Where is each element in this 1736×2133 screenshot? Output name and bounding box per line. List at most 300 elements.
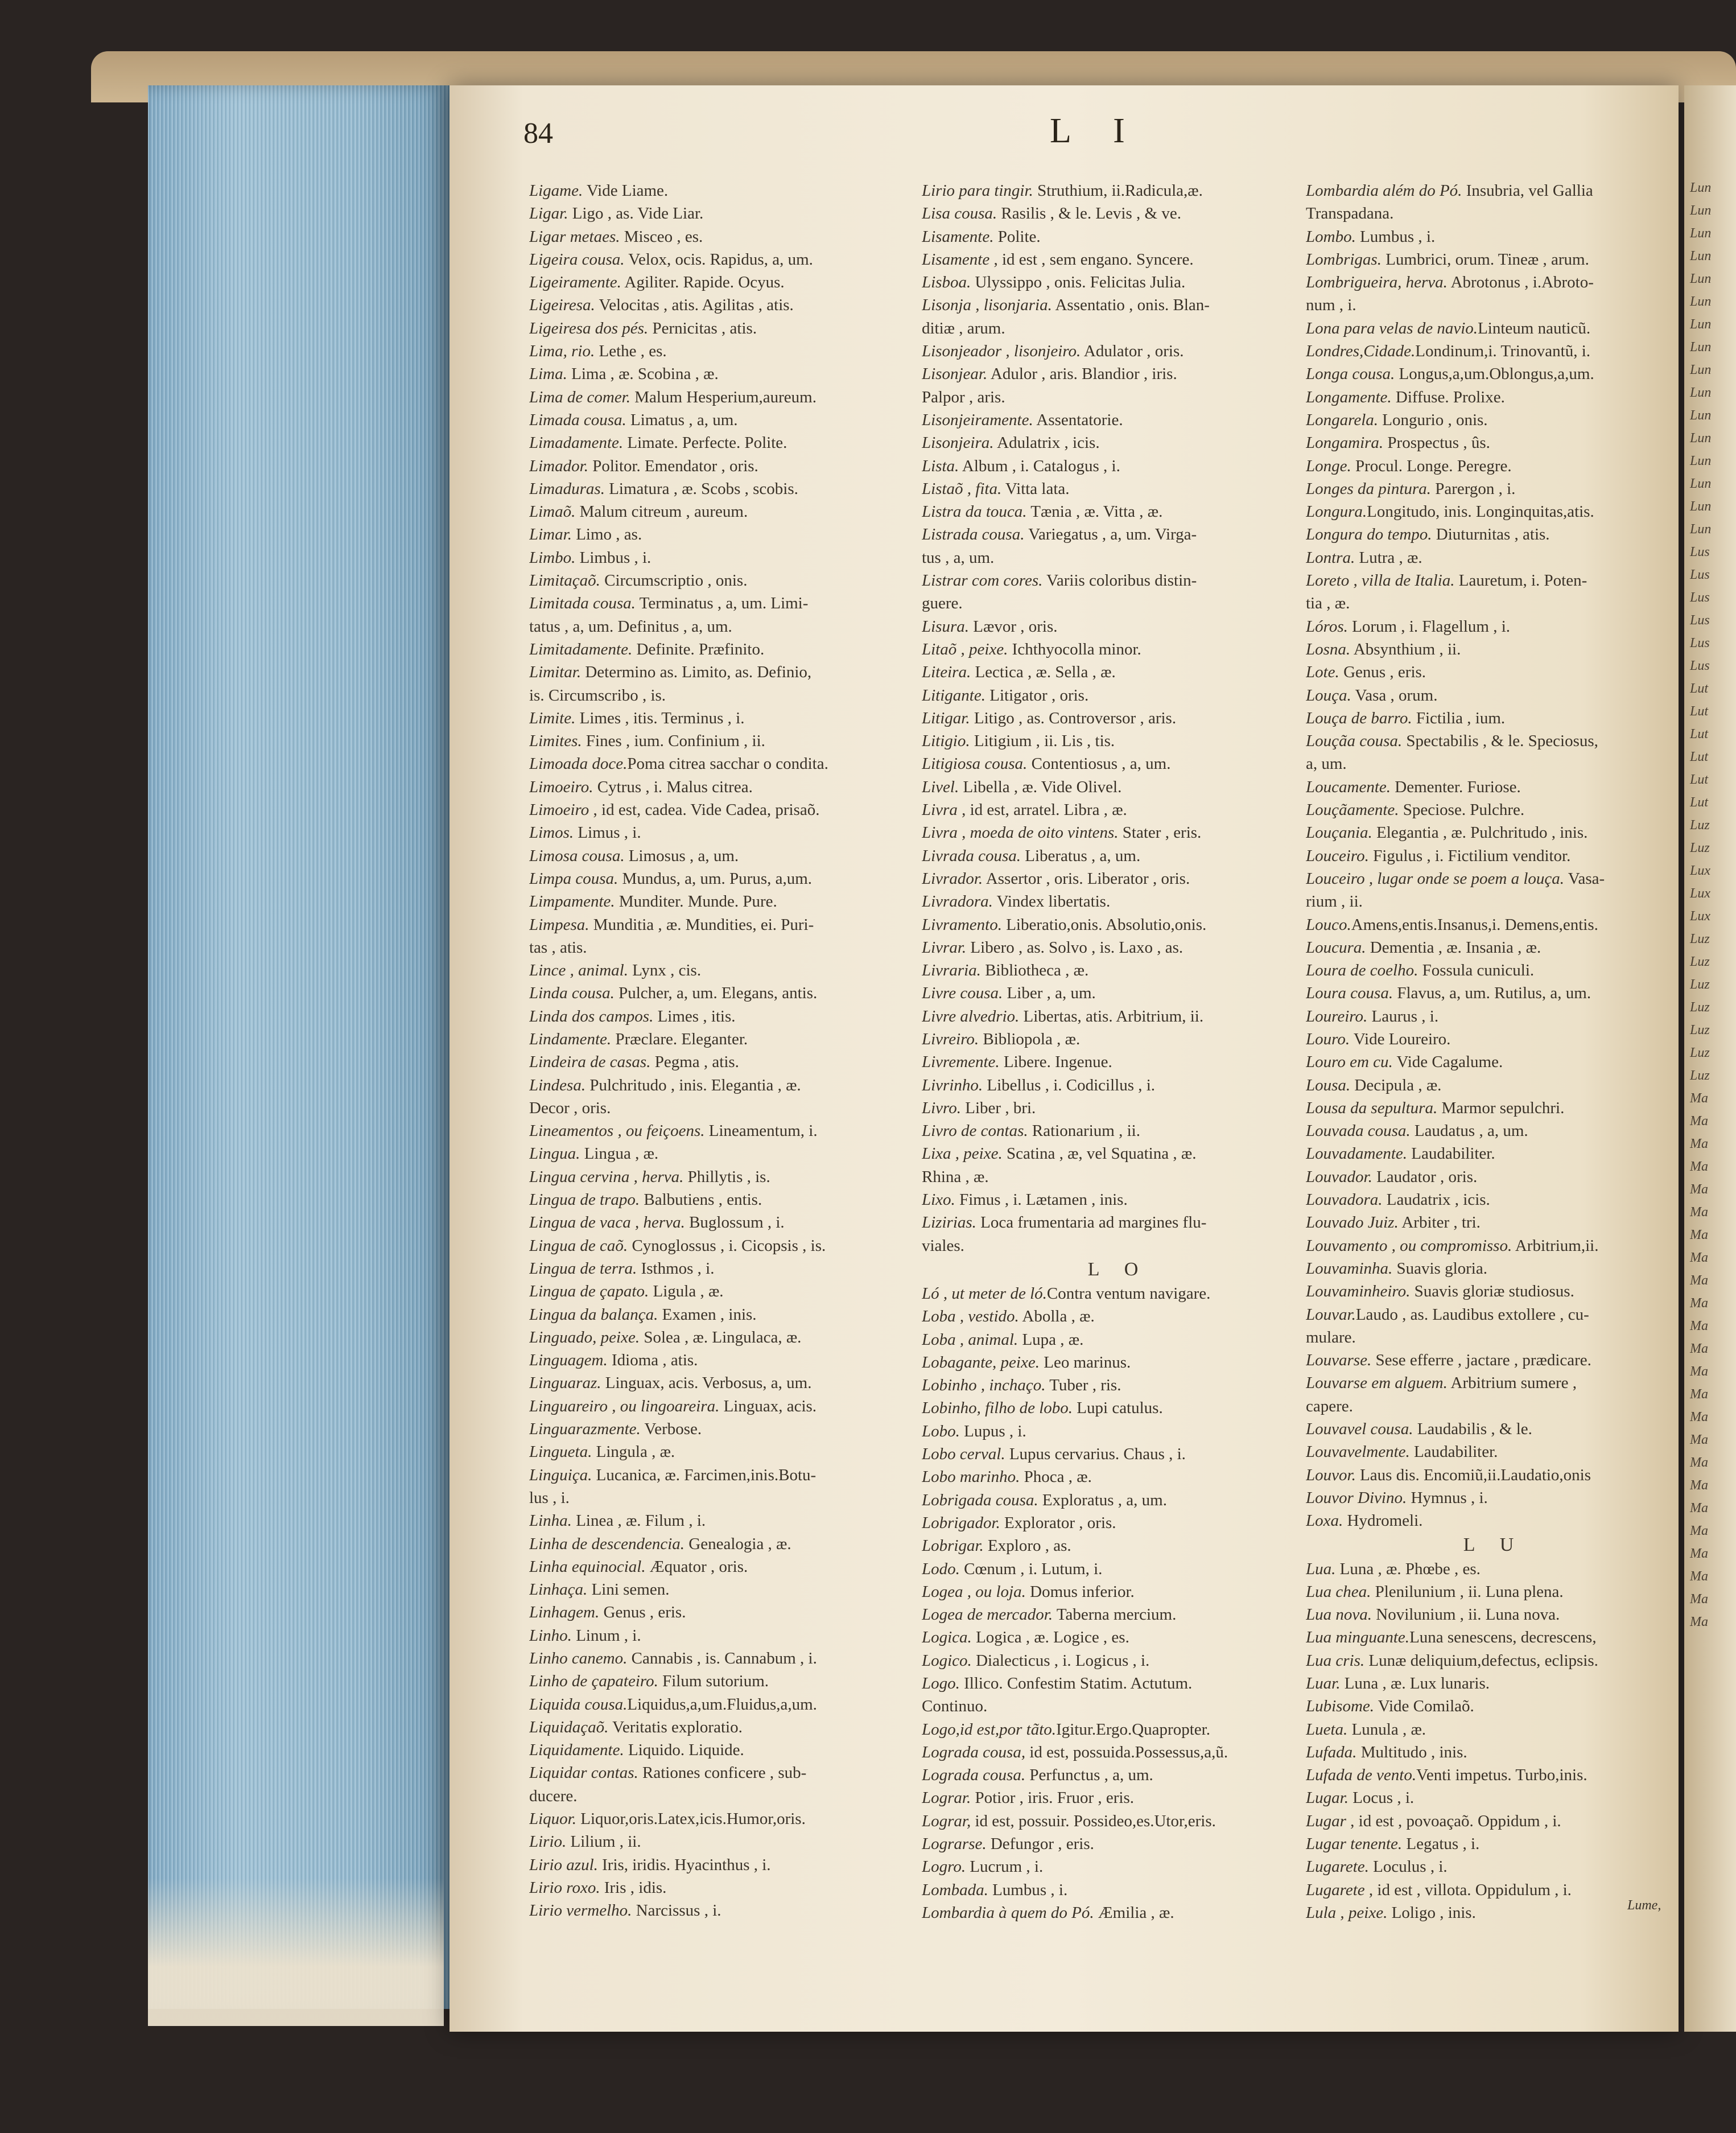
dictionary-entry — [529, 638, 922, 661]
entry-headword: Logico. — [922, 1651, 972, 1670]
entry-definition: Lupus cervarius. Chaus , i. — [1005, 1445, 1186, 1464]
dictionary-entry — [1306, 684, 1681, 707]
dictionary-entry — [1306, 1741, 1681, 1764]
entry-headword: Linha. — [529, 1512, 572, 1530]
entry-headword: Livro. — [922, 1098, 962, 1117]
dictionary-entry — [529, 1464, 922, 1486]
entry-definition: Adulor , aris. Blandior , iris. — [987, 365, 1177, 384]
entry-headword: Linguiça. — [529, 1465, 592, 1484]
entry-definition: Lunula , æ. — [1347, 1720, 1426, 1739]
entry-headword: Longes da pintura. — [1306, 479, 1431, 498]
dictionary-entry — [1306, 1580, 1681, 1603]
dictionary-entry — [1306, 661, 1681, 683]
entry-headword: Lombrigueira, herva. — [1306, 273, 1448, 292]
entry-headword: Livramento. — [922, 915, 1002, 934]
dictionary-entry — [922, 248, 1314, 271]
dictionary-entry — [1306, 1051, 1681, 1073]
right-page-fragment: Ma — [1690, 1592, 1708, 1607]
entry-definition: Potior , iris. Fruor , eris. — [971, 1789, 1135, 1807]
dictionary-entry — [529, 1234, 922, 1257]
dictionary-entry — [1306, 431, 1681, 454]
entry-headword: Logro. — [922, 1858, 966, 1876]
entry-definition: Agiliter. Rapide. Ocyus. — [621, 273, 785, 292]
dictionary-entry — [529, 340, 922, 363]
entry-definition: Lucanica, æ. Farcimen,inis.Botu- — [592, 1465, 817, 1484]
dictionary-entry — [529, 294, 922, 316]
dictionary-entry — [922, 1305, 1314, 1328]
dictionary-entry — [1306, 1234, 1681, 1257]
entry-headword: Limaduras. — [529, 479, 605, 498]
entry-headword: Limitadamente. — [529, 640, 633, 658]
dictionary-entry — [922, 1672, 1314, 1695]
entry-headword: Livre alvedrio. — [922, 1007, 1020, 1026]
entry-headword: Loucamente. — [1306, 777, 1391, 796]
entry-definition: Lima , æ. Scobina , æ. — [567, 365, 719, 384]
dictionary-entry — [529, 225, 922, 248]
entry-headword: Lingua de terra. — [529, 1259, 637, 1278]
entry-headword: Lograr, — [922, 1811, 971, 1830]
dictionary-entry — [1306, 1810, 1681, 1833]
entry-headword: Linho de çapateiro. — [529, 1672, 658, 1691]
right-page-fragment: Lus — [1690, 658, 1710, 673]
entry-headword: Lindamente. — [529, 1030, 612, 1048]
dictionary-entry — [922, 638, 1314, 661]
right-page-fragment: Ma — [1690, 1615, 1708, 1629]
right-page-fragment: Ma — [1690, 1296, 1708, 1311]
dictionary-entry — [1306, 1695, 1681, 1718]
right-page-fragment: Lut — [1690, 795, 1709, 810]
entry-headword: Lugar tenente. — [1306, 1835, 1403, 1854]
entry-definition: Defungor , eris. — [986, 1835, 1094, 1854]
dictionary-entry — [1306, 1558, 1681, 1580]
entry-definition: Laurus , i. — [1367, 1007, 1439, 1026]
entry-definition: , id est , villota. Oppidulum , i. — [1364, 1880, 1572, 1899]
right-page-fragment: Ma — [1690, 1341, 1708, 1356]
right-page-fragment: Ma — [1690, 1523, 1708, 1538]
dictionary-entry — [922, 615, 1314, 638]
dictionary-entry — [1306, 1303, 1681, 1326]
entry-headword: Louvarse. — [1306, 1351, 1372, 1370]
entry-headword: Lobinho , inchaço. — [922, 1376, 1046, 1395]
dictionary-entry — [922, 1028, 1314, 1051]
entry-headword: Lua minguante. — [1306, 1628, 1410, 1647]
right-page-fragment: Lut — [1690, 750, 1709, 764]
dictionary-entry — [1306, 959, 1681, 982]
right-page-fragment: Ma — [1690, 1250, 1708, 1265]
dictionary-entry — [922, 913, 1314, 936]
entry-definition: Ulyssippo , onis. Felicitas Julia. — [971, 273, 1186, 292]
entry-definition: Mundus, a, um. Purus, a,um. — [618, 869, 813, 888]
entry-headword: Lugar — [1306, 1811, 1346, 1830]
dictionary-entry — [1306, 1833, 1681, 1855]
entry-headword: Lobo cerval. — [922, 1445, 1005, 1464]
dictionary-column-3 — [1306, 179, 1681, 1924]
dictionary-entry — [1306, 455, 1681, 477]
dictionary-entry — [922, 1626, 1314, 1649]
entry-definition: Genealogia , æ. — [684, 1534, 791, 1553]
entry-headword: Luar. — [1306, 1674, 1341, 1693]
entry-definition: Procul. Longe. Peregre. — [1351, 456, 1512, 475]
entry-headword: Lousa da sepultura. — [1306, 1098, 1438, 1117]
dictionary-entry — [922, 752, 1314, 775]
right-page-fragment: Lus — [1690, 590, 1710, 605]
entry-headword: Loucura. — [1306, 938, 1366, 957]
entry-headword: Lousa. — [1306, 1076, 1351, 1094]
entry-headword: Lisonjeiramente. — [922, 410, 1033, 429]
entry-definition: Logica , æ. Logice , es. — [971, 1628, 1129, 1647]
entry-headword: Ligeiramente. — [529, 273, 621, 292]
entry-definition: Lauretum, i. Poten- — [1454, 571, 1587, 590]
dictionary-entry — [529, 1074, 922, 1097]
right-page-fragment: Lus — [1690, 567, 1710, 582]
entry-definition: Idioma , atis. — [607, 1351, 698, 1370]
dictionary-entry — [529, 1051, 922, 1073]
entry-definition: Filum sutorium. — [658, 1672, 769, 1691]
dictionary-entry — [529, 1761, 922, 1784]
entry-definition: Laudabiliter. — [1407, 1144, 1495, 1163]
dictionary-entry — [922, 1420, 1314, 1443]
entry-headword: Limar. — [529, 525, 572, 544]
dictionary-entry — [529, 1830, 922, 1853]
entry-headword: Linhaça. — [529, 1580, 588, 1599]
entry-headword: Livro de contas. — [922, 1122, 1028, 1140]
dictionary-entry — [922, 1005, 1314, 1028]
entry-headword: Lobo marinho. — [922, 1468, 1020, 1486]
entry-definition: Vasa- — [1564, 869, 1605, 888]
entry-headword: Livrinho. — [922, 1076, 983, 1094]
entry-headword: Limpesa. — [529, 915, 589, 934]
dictionary-entry — [529, 1509, 922, 1532]
entry-definition: Velox, ocis. Rapidus, a, um. — [624, 250, 813, 269]
entry-headword: Linho canemo. — [529, 1649, 628, 1667]
entry-definition: Lupi catulus. — [1073, 1399, 1163, 1418]
entry-definition: Verbose. — [640, 1420, 702, 1439]
entry-headword: Limoeiro — [529, 801, 589, 820]
entry-definition: Narcissus , i. — [632, 1901, 721, 1920]
entry-definition: Liquidus,a,um.Fluidus,a,um. — [627, 1695, 817, 1714]
entry-headword: Lisa cousa. — [922, 204, 997, 223]
right-page-fragment: Ma — [1690, 1546, 1708, 1561]
entry-definition: id est, possuir. Possideo,es.Utor,eris. — [971, 1811, 1216, 1830]
entry-definition: Novilunium , ii. Luna nova. — [1372, 1605, 1560, 1624]
entry-headword: Linguaraz. — [529, 1374, 601, 1393]
dictionary-entry — [1306, 225, 1681, 248]
dictionary-entry — [529, 1555, 922, 1578]
dictionary-entry — [922, 1833, 1314, 1855]
dictionary-entry — [922, 1741, 1314, 1764]
dictionary-entry — [529, 936, 922, 959]
dictionary-entry — [529, 1578, 922, 1601]
dictionary-entry — [1306, 1097, 1681, 1119]
entry-headword: Lindeira de casas. — [529, 1053, 651, 1072]
entry-headword: Linho. — [529, 1626, 572, 1645]
dictionary-entry — [529, 592, 922, 615]
entry-headword: Louçania. — [1306, 823, 1372, 842]
entry-headword: Lima, rio. — [529, 342, 595, 361]
right-page-fragment: Lun — [1690, 408, 1712, 423]
entry-definition: ditiæ , arum. — [922, 319, 1005, 337]
right-page-fragment: Ma — [1690, 1159, 1708, 1174]
dictionary-entry — [922, 179, 1314, 202]
dictionary-entry — [529, 1142, 922, 1165]
entry-headword: Loxa. — [1306, 1512, 1343, 1530]
entry-headword: Limpa cousa. — [529, 869, 618, 888]
entry-definition: capere. — [1306, 1397, 1353, 1415]
dictionary-entry — [1306, 1166, 1681, 1188]
dictionary-entry — [1306, 1326, 1681, 1349]
dictionary-entry — [529, 1418, 922, 1440]
dictionary-entry — [529, 615, 922, 638]
dictionary-entry — [922, 1695, 1314, 1718]
right-page-fragment: Lun — [1690, 363, 1712, 377]
dictionary-entry — [1306, 592, 1681, 615]
entry-definition: Liquor,oris.Latex,icis.Humor,oris. — [576, 1810, 806, 1829]
entry-definition: Illico. Confestim Statim. Actutum. — [959, 1674, 1193, 1693]
dictionary-entry — [922, 431, 1314, 454]
entry-definition: Fimus , i. Lætamen , inis. — [955, 1191, 1128, 1209]
right-page-fragment: Lun — [1690, 294, 1712, 309]
entry-definition: Pulcher, a, um. Elegans, antis. — [614, 984, 818, 1003]
entry-headword: Lograda cousa, — [922, 1743, 1026, 1761]
entry-definition: Prospectus , ûs. — [1383, 434, 1490, 452]
entry-definition: Liberatus , a, um. — [1021, 846, 1141, 865]
dictionary-entry — [922, 1234, 1314, 1257]
dictionary-entry — [1306, 752, 1681, 775]
entry-definition: Velocitas , atis. Agilitas , atis. — [595, 296, 794, 315]
entry-definition: Balbutiens , entis. — [640, 1191, 762, 1209]
dictionary-entry — [1306, 294, 1681, 316]
entry-definition: Multitudo , inis. — [1356, 1743, 1467, 1761]
dictionary-entry — [922, 959, 1314, 982]
entry-definition: Cynoglossus , i. Cicopsis , is. — [628, 1236, 826, 1255]
dictionary-entry — [922, 1443, 1314, 1465]
entry-headword: Limaõ. — [529, 503, 576, 521]
entry-definition: Cœnum , i. Lutum, i. — [959, 1559, 1103, 1578]
entry-headword: Loureiro. — [1306, 1007, 1368, 1026]
dictionary-entry — [1306, 1626, 1681, 1649]
entry-headword: Lograda cousa. — [922, 1766, 1026, 1785]
dictionary-entry — [1306, 179, 1681, 202]
entry-headword: Lodo. — [922, 1559, 960, 1578]
entry-definition: Limatura , æ. Scobs , scobis. — [604, 479, 798, 498]
entry-headword: Lugarete. — [1306, 1858, 1369, 1876]
entry-headword: Lirio roxo. — [529, 1878, 600, 1897]
entry-definition: id est, possuida.Possessus,a,ũ. — [1025, 1743, 1228, 1761]
dictionary-entry — [529, 1785, 922, 1807]
entry-definition: Adulator , oris. — [1081, 342, 1184, 361]
dictionary-entry — [529, 1624, 922, 1647]
entry-headword: Litaõ , peixe. — [922, 640, 1008, 658]
dictionary-entry — [922, 1879, 1314, 1901]
entry-definition: Figulus , i. Fictilium venditor. — [1368, 846, 1571, 865]
entry-headword: Louvadamente. — [1306, 1144, 1407, 1163]
dictionary-entry — [529, 1303, 922, 1326]
right-page-fragment: Lux — [1690, 909, 1710, 924]
dictionary-entry — [1306, 730, 1681, 752]
entry-definition: Genus , eris. — [599, 1603, 686, 1622]
dictionary-entry — [529, 798, 922, 821]
dictionary-entry — [922, 1764, 1314, 1786]
entry-headword: Lisamente. — [922, 227, 994, 246]
entry-definition: Laudabilis , & le. — [1413, 1420, 1532, 1439]
dictionary-entry — [529, 1533, 922, 1555]
dictionary-entry — [1306, 1879, 1681, 1901]
entry-definition: Linguax, acis. — [719, 1397, 817, 1415]
entry-definition: Fictilia , ium. — [1412, 709, 1506, 727]
entry-definition: Litigator , oris. — [985, 686, 1089, 705]
entry-definition: Limatus , a, um. — [626, 410, 738, 429]
dictionary-entry — [1306, 1718, 1681, 1741]
entry-headword: Lombardia além do Pó. — [1306, 182, 1462, 200]
dictionary-entry — [1306, 1649, 1681, 1672]
entry-headword: Livremente. — [922, 1053, 1000, 1072]
right-page-fragment: Luz — [1690, 932, 1710, 946]
right-page-fragment: Luz — [1690, 841, 1710, 855]
dictionary-entry — [529, 982, 922, 1004]
entry-definition: Continuo. — [922, 1697, 988, 1716]
dictionary-entry — [529, 752, 922, 775]
entry-headword: Logo. — [922, 1674, 960, 1693]
entry-definition: Marmor sepulchri. — [1437, 1098, 1565, 1117]
entry-headword: Livrada cousa. — [922, 846, 1021, 865]
dictionary-entry — [529, 569, 922, 592]
entry-definition: Rasilis , & le. Levis , & ve. — [997, 204, 1181, 223]
entry-headword: Limpamente. — [529, 892, 615, 911]
entry-headword: Louvaminha. — [1306, 1259, 1393, 1278]
entry-headword: Lote. — [1306, 663, 1339, 682]
dictionary-entry — [922, 776, 1314, 798]
entry-headword: Litigar. — [922, 709, 970, 727]
entry-definition: Misceo , es. — [620, 227, 703, 246]
entry-definition: Definite. Præfinito. — [632, 640, 765, 658]
dictionary-entry — [922, 821, 1314, 844]
dictionary-entry — [922, 1051, 1314, 1073]
entry-headword: Limador. — [529, 456, 588, 475]
entry-definition: Lutra , æ. — [1355, 548, 1422, 567]
dictionary-entry — [922, 363, 1314, 385]
entry-definition: Vide Cagalume. — [1392, 1053, 1503, 1072]
entry-definition: Flavus, a, um. Rutilus, a, um. — [1393, 984, 1591, 1003]
entry-definition: Lini semen. — [587, 1580, 670, 1599]
entry-headword: Loba , vestido. — [922, 1307, 1019, 1326]
dictionary-entry — [922, 845, 1314, 867]
right-page-fragment: Lus — [1690, 545, 1710, 559]
right-page-fragment: Luz — [1690, 1023, 1710, 1037]
entry-headword: Lima de comer. — [529, 388, 631, 406]
dictionary-entry — [922, 271, 1314, 294]
dictionary-entry — [922, 1810, 1314, 1833]
right-page-fragment: Lux — [1690, 863, 1710, 878]
entry-definition: Laus dis. Encomiũ,ii.Laudatio,onis — [1355, 1465, 1591, 1484]
right-page-fragment: Ma — [1690, 1114, 1708, 1129]
dictionary-entry — [1306, 1603, 1681, 1626]
dictionary-entry — [529, 1486, 922, 1509]
entry-definition: Lunæ deliquium,defectus, eclipsis. — [1364, 1651, 1598, 1670]
entry-definition: Hydromeli. — [1343, 1512, 1423, 1530]
entry-definition: Libere. Ingenue. — [999, 1053, 1112, 1072]
entry-definition: Dementia , æ. Insania , æ. — [1366, 938, 1541, 957]
dictionary-entry — [1306, 317, 1681, 340]
entry-definition: Æmilia , æ. — [1094, 1903, 1174, 1922]
right-page-fragment: Lun — [1690, 180, 1712, 195]
dictionary-entry — [1306, 1119, 1681, 1142]
entry-definition: lus , i. — [529, 1488, 570, 1507]
entry-definition: Contentiosus , a, um. — [1027, 755, 1171, 773]
entry-headword: Louvavel cousa. — [1306, 1420, 1413, 1439]
right-page-fragment: Ma — [1690, 1387, 1708, 1402]
dictionary-entry — [922, 936, 1314, 959]
right-page-fragment: Ma — [1690, 1410, 1708, 1424]
entry-headword: Limada cousa. — [529, 410, 626, 429]
entry-headword: Lima. — [529, 365, 567, 384]
dictionary-entry — [922, 1580, 1314, 1603]
entry-definition: Ligo , as. Vide Liar. — [568, 204, 704, 223]
right-page-fragment: Luz — [1690, 818, 1710, 833]
dictionary-entry — [1306, 1855, 1681, 1878]
entry-definition: Laudatrix , icis. — [1382, 1191, 1490, 1209]
right-page-fragment: Lun — [1690, 431, 1712, 446]
dictionary-entry — [1306, 936, 1681, 959]
entry-headword: Logo,id est,por tãto. — [922, 1720, 1057, 1739]
entry-headword: Louça de barro. — [1306, 709, 1412, 727]
dictionary-entry — [1306, 1280, 1681, 1303]
entry-definition: Limate. Perfecte. Polite. — [623, 434, 787, 452]
entry-headword: Lingua cervina , herva. — [529, 1167, 684, 1186]
entry-definition: Examen , inis. — [658, 1305, 757, 1324]
entry-definition: Isthmos , i. — [637, 1259, 715, 1278]
entry-definition: Sese efferre , jactare , prædicare. — [1371, 1351, 1591, 1370]
entry-definition: Scatina , æ, vel Squatina , æ. — [1002, 1144, 1197, 1163]
entry-headword: Linguareiro , ou lingoareira. — [529, 1397, 720, 1415]
dictionary-entry — [1306, 1257, 1681, 1280]
entry-headword: Lista. — [922, 456, 959, 475]
dictionary-entry — [1306, 1464, 1681, 1486]
entry-headword: Listra da touca. — [922, 503, 1027, 521]
entry-definition: Dialecticus , i. Logicus , i. — [971, 1651, 1150, 1670]
entry-headword: Lua chea. — [1306, 1582, 1371, 1601]
entry-headword: Liquida cousa. — [529, 1695, 628, 1714]
entry-headword: Longura do tempo. — [1306, 525, 1432, 544]
entry-definition: Liber , a, um. — [1003, 984, 1096, 1003]
entry-definition: Lingua , æ. — [580, 1144, 659, 1163]
entry-definition: Explorator , oris. — [1000, 1513, 1116, 1532]
entry-definition: Locus , i. — [1348, 1789, 1415, 1807]
entry-headword: Linda cousa. — [529, 984, 615, 1003]
right-page-fragment: Ma — [1690, 1432, 1708, 1447]
entry-definition: Longitudo, inis. Longinquitas,atis. — [1367, 503, 1594, 521]
dictionary-entry — [1306, 1395, 1681, 1418]
catchword: Lume, — [1627, 1898, 1661, 1913]
dictionary-entry — [922, 1489, 1314, 1512]
dictionary-entry — [1306, 1211, 1681, 1234]
entry-definition: Limosus , a, um. — [624, 846, 739, 865]
entry-definition: Fossula cuniculi. — [1418, 961, 1535, 980]
dictionary-entry — [1306, 1440, 1681, 1463]
dictionary-entry — [529, 1647, 922, 1670]
dictionary-entry — [1306, 1188, 1681, 1211]
right-page-fragment: Lun — [1690, 522, 1712, 537]
dictionary-entry — [529, 1188, 922, 1211]
entry-definition: Solea , æ. Lingulaca, æ. — [640, 1328, 802, 1346]
entry-headword: Lóros. — [1306, 617, 1348, 636]
right-page-fragment: Lus — [1690, 613, 1710, 628]
dictionary-entry — [922, 569, 1314, 592]
dictionary-entry — [1306, 1142, 1681, 1165]
entry-headword: Limosa cousa. — [529, 846, 625, 865]
entry-definition: tatus , a, um. Definitus , a, um. — [529, 617, 732, 636]
entry-definition: Variis coloribus distin- — [1042, 571, 1197, 590]
dictionary-entry — [1306, 202, 1681, 225]
